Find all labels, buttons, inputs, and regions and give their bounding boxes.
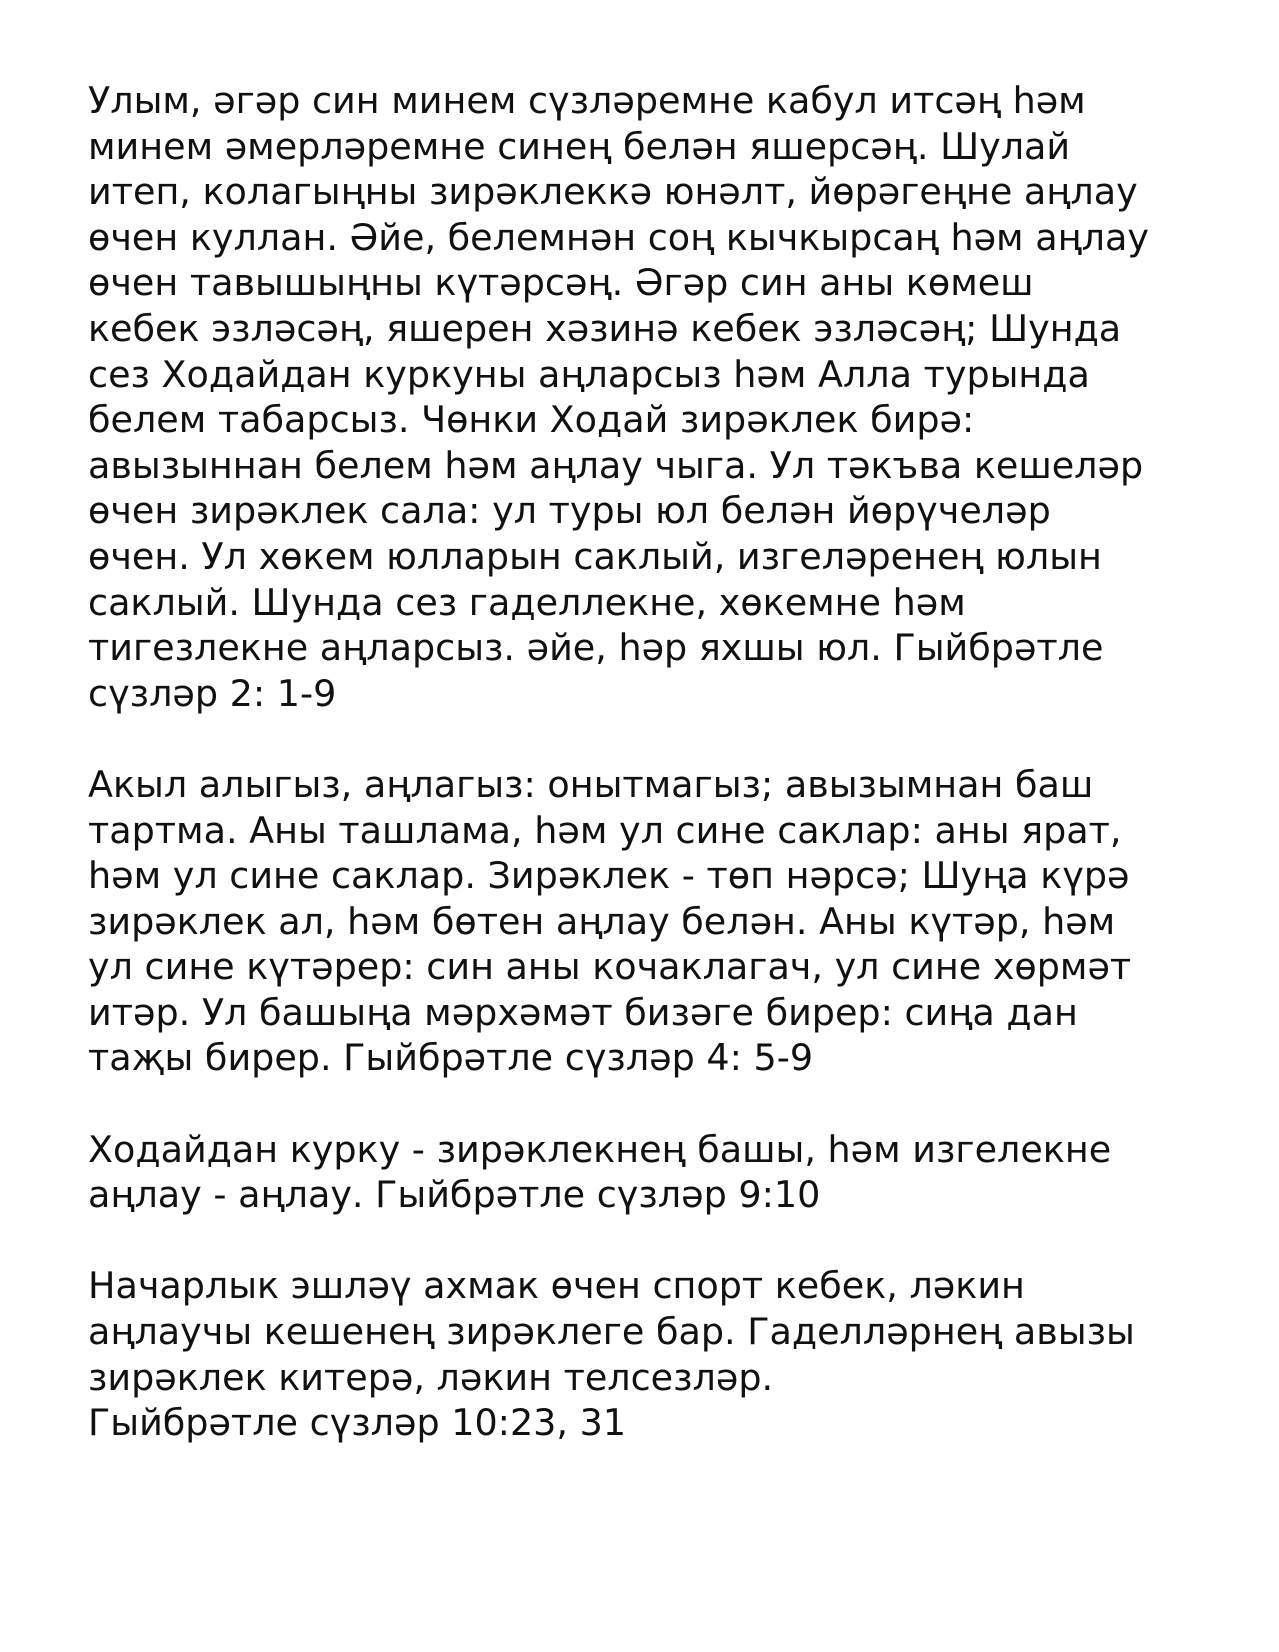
text-line: өчен. Ул хөкем юлларын саклый, изгеләренең юлын — [88, 534, 1102, 578]
text-line: зирәклек китерә, ләкин телсезләр. — [88, 1355, 774, 1399]
text-line: аңлау - аңлау. Гыйбрәтле сүзләр 9:10 — [88, 1173, 821, 1217]
text-line: Начарлык эшләү ахмак өчен спорт кебек, ләкин — [88, 1264, 1025, 1308]
text-line: тигезлекне аңларсыз. әйе, һәр яхшы юл. Гыйбрәтле — [88, 626, 1104, 670]
text-line: аңлаучы кешенең зирәклеге бар. Гаделләрнең авызы — [88, 1310, 1135, 1354]
text-line: Ходайдан курку - зирәклекнең башы, һәм изгелекне — [88, 1127, 1112, 1171]
text-line: өчен тавышыңны күтәрсәң. Әгәр син аны көмеш — [88, 261, 1034, 305]
text-line: минем әмерләремне синең белән яшерсәң. Шулай — [88, 124, 1071, 168]
text-line: сүзләр 2: 1-9 — [88, 671, 337, 715]
text-line: авызыннан белем һәм аңлау чыга. Ул тәкъва кешеләр — [88, 443, 1144, 487]
paragraph-2 — [88, 762, 1208, 1081]
text-line: зирәклек ал, һәм бөтен аңлау белән. Аны күтәр, һәм — [88, 899, 1116, 943]
document-page — [88, 78, 1208, 1491]
text-line: ул сине күтәрер: син аны кочаклагач, ул сине хөрмәт — [88, 945, 1132, 989]
text-line: саклый. Шунда сез гаделлекне, хөкемне һәм — [88, 580, 966, 624]
paragraph-1 — [88, 78, 1208, 716]
text-line: итәр. Ул башыңа мәрхәмәт бизәге бирер: сиңа дан — [88, 990, 1078, 1034]
text-line: кебек эзләсәң, яшерен хәзинә кебек эзләсәң; Шунда — [88, 306, 1122, 350]
text-line: Гыйбрәтле сүзләр 10:23, 31 — [88, 1401, 627, 1445]
text-line: таҗы бирер. Гыйбрәтле сүзләр 4: 5-9 — [88, 1036, 814, 1080]
text-line: Улым, әгәр син минем сүзләремне кабул итсәң һәм — [88, 79, 1086, 122]
paragraph-3 — [88, 1127, 1208, 1218]
text-line: тартма. Аны ташлама, һәм ул сине саклар: аны ярат, — [88, 808, 1122, 852]
text-line: өчен куллан. Әйе, белемнән соң кычкырсаң һәм аңлау — [88, 215, 1149, 259]
text-line: белем табарсыз. Чөнки Ходай зирәклек бирә: — [88, 398, 975, 442]
paragraph-4 — [88, 1263, 1208, 1445]
text-line: Акыл алыгыз, аңлагыз: онытмагыз; авызымнан баш — [88, 762, 1094, 806]
text-line: өчен зирәклек сала: ул туры юл белән йөрүчеләр — [88, 489, 1051, 533]
text-line: сез Ходайдан куркуны аңларсыз һәм Алла турында — [88, 352, 1090, 396]
text-line: итеп, колагыңны зирәклеккә юнәлт, йөрәгеңне аңлау — [88, 170, 1138, 214]
text-line: һәм ул сине саклар. Зирәклек - төп нәрсә; Шуңа күрә — [88, 854, 1130, 898]
